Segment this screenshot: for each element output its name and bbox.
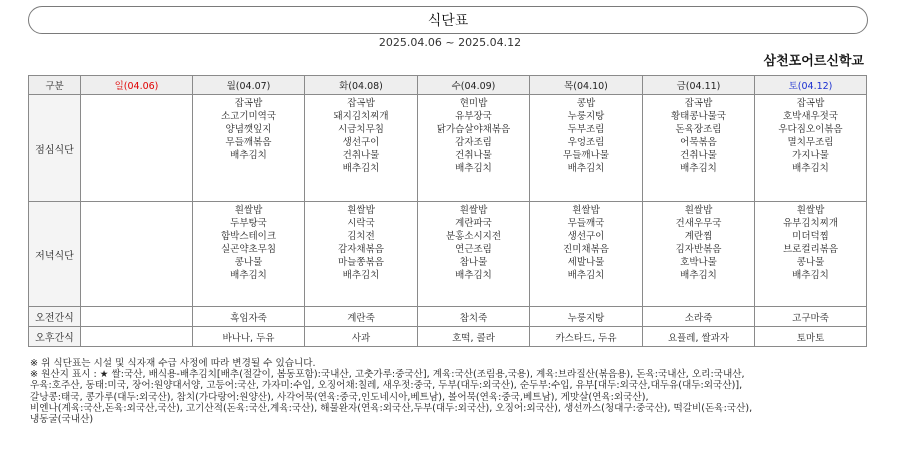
menu-item: 돈육장조림 (675, 124, 722, 135)
menu-item: 무들깨볶음 (225, 137, 272, 148)
menu-item: 잡곡밥 (347, 98, 375, 109)
menu-item: 참나물 (459, 257, 488, 268)
menu-item: 우다짐오이볶음 (778, 124, 843, 135)
menu-item: 돼지김치찌개 (333, 111, 389, 122)
menu-item: 흰쌀밥 (459, 205, 488, 216)
menu-item: 가지나물 (792, 150, 829, 161)
page-title: 식단표 (28, 6, 868, 34)
pm-snack-cell-mon: 바나나, 두유 (193, 327, 305, 347)
menu-item: 배추김치 (792, 163, 829, 174)
menu-item: 흰쌀밥 (234, 205, 263, 216)
menu-item: 배추김치 (455, 270, 492, 281)
dinner-cell-sat (755, 202, 867, 307)
dinner-cell-thu (530, 202, 643, 307)
menu-item: 건취나물 (342, 150, 380, 161)
menu-item: 생선구이 (567, 231, 605, 242)
am-snack-cell-tue: 계란죽 (305, 307, 418, 327)
menu-item: 세발나물 (567, 257, 605, 268)
menu-item: 콩나물 (234, 257, 263, 268)
row-label-am-snack: 오전간식 (29, 307, 81, 327)
menu-item: 배추김치 (455, 163, 492, 174)
menu-item: 배추김치 (680, 163, 717, 174)
lunch-cell-mon (193, 95, 305, 202)
menu-item: 흰쌀밥 (572, 205, 600, 216)
menu-item: 건새우무국 (675, 218, 722, 229)
menu-item: 계란찜 (684, 231, 713, 242)
pm-snack-cell-sat: 토마토 (755, 327, 867, 347)
dinner-row (29, 202, 867, 307)
am-snack-cell-sat: 고구마죽 (755, 307, 867, 327)
menu-item: 소고기미역국 (220, 111, 277, 122)
menu-item: 누룽지탕 (567, 111, 605, 122)
dinner-cell-sun (81, 202, 193, 307)
note-line: ※ 위 식단표는 시설 및 식자재 수급 사정에 따라 변경될 수 있습니다. (30, 358, 316, 369)
row-label-dinner: 저녁식단 (29, 202, 81, 307)
row-label-lunch: 점심식단 (29, 95, 81, 202)
menu-table (28, 75, 867, 347)
menu-item: 건취나물 (680, 150, 717, 161)
menu-item: 양념깻잎지 (225, 124, 272, 135)
lunch-cell-sun (81, 95, 193, 202)
menu-item: 무들깨나물 (563, 150, 609, 161)
menu-item: 미더덕찜 (792, 231, 829, 242)
menu-item: 우엉조림 (567, 137, 605, 148)
menu-item: 잡곡밥 (684, 98, 713, 109)
header-day-tue: 화(04.08) (305, 76, 418, 95)
am-snack-cell-sun (81, 307, 193, 327)
menu-item: 감자채볶음 (338, 244, 384, 255)
menu-item: 김자반볶음 (675, 244, 722, 255)
dinner-cell-wed (418, 202, 530, 307)
menu-item: 배추김치 (342, 270, 380, 281)
dinner-cell-fri (643, 202, 755, 307)
menu-item: 배추김치 (567, 270, 605, 281)
menu-item: 황태콩나물국 (670, 111, 727, 122)
menu-item: 마늘쫑볶음 (338, 257, 384, 268)
menu-item: 콩나물 (796, 257, 825, 268)
pm-snack-cell-fri: 요플레, 쌀과자 (643, 327, 755, 347)
menu-item: 무들깨국 (567, 218, 605, 229)
menu-item: 잡곡밥 (234, 98, 263, 109)
menu-item: 배추김치 (342, 163, 380, 174)
note-line: 비엔나(계육:국산,돈육:외국산,국산), 고기산적(돈육:국산,계육:국산), 해물완자(연육:외국산,두부(대두:외국산), 오징어:외국산), 생선까스(청대구:중국산), 떡갈비(돈육:국산), (30, 402, 753, 414)
lunch-cell-fri (643, 95, 755, 202)
menu-item: 브로컬리볶음 (782, 244, 839, 255)
menu-item: 생선구이 (342, 137, 380, 148)
pm-snack-row (29, 327, 867, 347)
note-line: 우육:호주산, 동태:미국, 장어:원양대서양, 고등어:국산, 가자미:수입, 오징어채:칠레, 새우젓:중국, 두부(대두:외국산), 순두부:수입, 유부[대두:외국산,대두유(대두:외국산)], (30, 380, 743, 392)
menu-item: 흰쌀밥 (796, 205, 825, 216)
lunch-cell-wed (418, 95, 530, 202)
am-snack-row (29, 307, 867, 327)
pm-snack-cell-wed: 호떡, 콜라 (418, 327, 530, 347)
pm-snack-cell-tue: 사과 (305, 327, 418, 347)
menu-item: 유부김치찌개 (782, 218, 839, 229)
am-snack-cell-fri: 소라죽 (643, 307, 755, 327)
header-day-sun: 일(04.06) (81, 76, 193, 95)
dinner-cell-tue (305, 202, 418, 307)
header-day-mon: 월(04.07) (193, 76, 305, 95)
row-label-pm-snack: 오후간식 (29, 327, 81, 347)
lunch-cell-thu (530, 95, 643, 202)
menu-item: 배추김치 (680, 270, 717, 281)
note-line: 냉동굴(국내산) (30, 414, 94, 426)
menu-item: 유부장국 (455, 111, 492, 122)
note-line: ※ 원산지 표시 : ★ 쌀:국산, 배식용-배추김치[배추(절갈이, 봄동포함):국내산, 고춧가루:중국산], 계육:국산(조림용,국용), 계육:브라질산(볶음용), 돈육:국내산, 오리:국내산, (30, 369, 745, 381)
menu-item: 두부탕국 (230, 218, 267, 229)
pm-snack-cell-sun (81, 327, 193, 347)
pm-snack-cell-thu: 카스타드, 두유 (530, 327, 643, 347)
school-name: 삼천포어르신학교 (763, 54, 864, 69)
note-line: 갈낭콩:태국, 콩가루(대두:외국산), 참치(가다랑어:원양산), 사각어묵(연육:중국,인도네시아,베트남), 볼어묵(연육:중국,베트남), 게맛살(연육:외국산), (30, 391, 649, 403)
lunch-row (29, 95, 867, 202)
am-snack-cell-wed: 참치죽 (418, 307, 530, 327)
menu-item: 배추김치 (230, 270, 267, 281)
header-day-fri: 금(04.11) (643, 76, 755, 95)
header-day-wed: 수(04.09) (418, 76, 530, 95)
menu-item: 김치전 (347, 231, 375, 242)
menu-item: 시락국 (347, 218, 375, 229)
menu-item: 잡곡밥 (796, 98, 825, 109)
lunch-cell-tue (305, 95, 418, 202)
menu-item: 계란파국 (455, 218, 492, 229)
am-snack-cell-mon: 흑임자죽 (193, 307, 305, 327)
menu-item: 건취나물 (455, 150, 492, 161)
menu-item: 배추김치 (567, 163, 605, 174)
menu-item: 흰쌀밥 (347, 205, 375, 216)
notes-section (30, 358, 870, 425)
dinner-cell-mon (193, 202, 305, 307)
menu-item: 호박나물 (680, 257, 717, 268)
menu-item: 어묵볶음 (680, 137, 717, 148)
menu-item: 콩밥 (576, 98, 596, 109)
menu-item: 함박스테이크 (220, 231, 277, 242)
table-header-row (29, 76, 867, 95)
header-day-thu: 목(04.10) (530, 76, 643, 95)
menu-item: 배추김치 (230, 150, 267, 161)
header-day-sat: 토(04.12) (755, 76, 867, 95)
menu-item: 연근조림 (455, 244, 492, 255)
menu-item: 진미채볶음 (563, 244, 609, 255)
menu-item: 감자조림 (455, 137, 492, 148)
menu-item: 실곤약초무침 (220, 244, 277, 255)
header-corner: 구분 (29, 76, 81, 95)
menu-item: 호박새우젓국 (782, 111, 839, 122)
menu-item: 현미밥 (459, 98, 488, 109)
menu-item: 시금치무침 (338, 124, 384, 135)
lunch-cell-sat (755, 95, 867, 202)
menu-item: 분홍소시지전 (445, 231, 502, 242)
date-range: 2025.04.06 ~ 2025.04.12 (378, 36, 522, 49)
menu-item: 두부조림 (567, 124, 605, 135)
menu-item: 배추김치 (792, 270, 829, 281)
am-snack-cell-thu: 누룽지탕 (530, 307, 643, 327)
menu-item: 멸치무조림 (787, 137, 834, 148)
menu-item: 흰쌀밥 (684, 205, 713, 216)
menu-item: 닭가슴살야채볶음 (436, 124, 511, 135)
